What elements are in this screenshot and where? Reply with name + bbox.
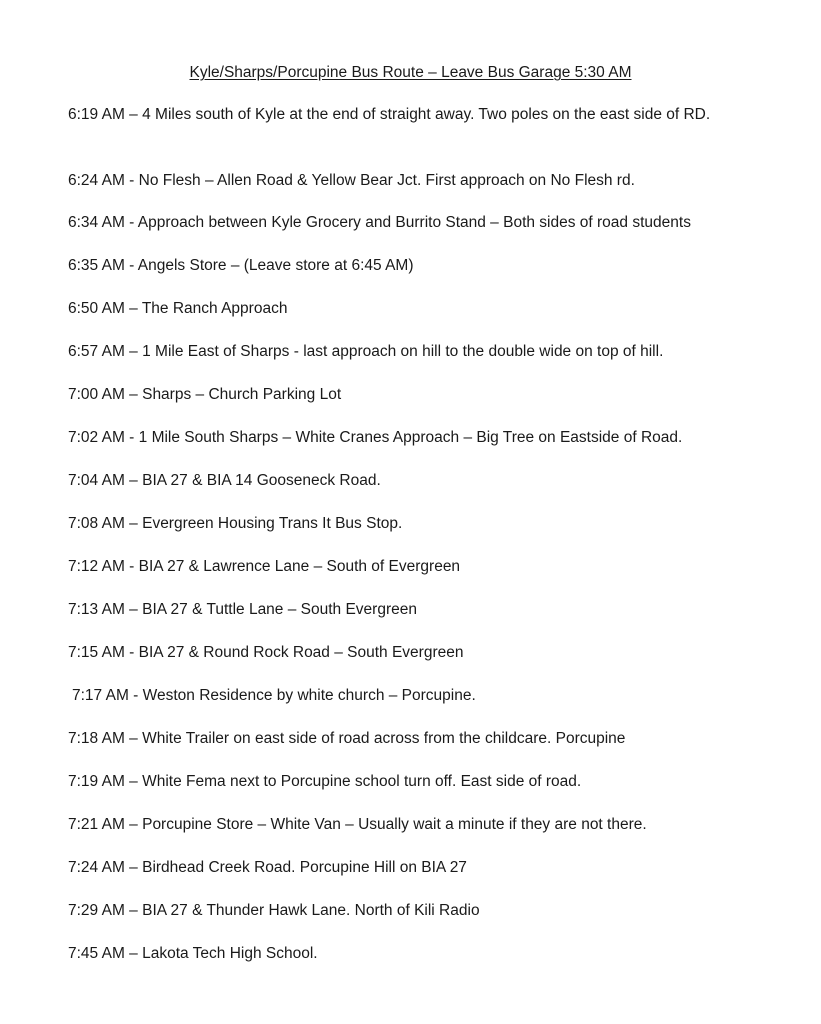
stop-item: 6:57 AM – 1 Mile East of Sharps - last approach on hill to the double wide on top of hill. [68, 343, 664, 360]
stop-item: 7:15 AM - BIA 27 & Round Rock Road – South Evergreen [68, 644, 464, 661]
stop-item: 7:24 AM – Birdhead Creek Road. Porcupine Hill on BIA 27 [68, 859, 467, 876]
stop-item: 6:50 AM – The Ranch Approach [68, 300, 288, 317]
stop-item: 7:19 AM – White Fema next to Porcupine school turn off. East side of road. [68, 773, 582, 790]
stop-item: 7:04 AM – BIA 27 & BIA 14 Gooseneck Road. [68, 472, 381, 489]
stop-item: 7:13 AM – BIA 27 & Tuttle Lane – South Evergreen [68, 601, 417, 618]
stop-item: 6:24 AM - No Flesh – Allen Road & Yellow Bear Jct. First approach on No Flesh rd. [68, 172, 635, 189]
stop-item: 7:08 AM – Evergreen Housing Trans It Bus Stop. [68, 515, 403, 532]
stop-item: 7:21 AM – Porcupine Store – White Van – Usually wait a minute if they are not there. [68, 816, 647, 833]
stop-item: 6:19 AM – 4 Miles south of Kyle at the end of straight away. Two poles on the east side of RD. [68, 106, 711, 123]
stop-item: 7:29 AM – BIA 27 & Thunder Hawk Lane. North of Kili Radio [68, 902, 480, 919]
stop-item: 7:18 AM – White Trailer on east side of road across from the childcare. Porcupine [68, 730, 626, 747]
stop-item: 7:45 AM – Lakota Tech High School. [68, 945, 318, 962]
route-title: Kyle/Sharps/Porcupine Bus Route – Leave Bus Garage 5:30 AM [189, 64, 632, 81]
stop-item: 6:34 AM - Approach between Kyle Grocery and Burrito Stand – Both sides of road students [68, 214, 691, 231]
stop-item: 7:02 AM - 1 Mile South Sharps – White Cranes Approach – Big Tree on Eastside of Road. [68, 429, 683, 446]
stop-item: 7:00 AM – Sharps – Church Parking Lot [68, 386, 342, 403]
stop-item: 7:12 AM - BIA 27 & Lawrence Lane – South of Evergreen [68, 558, 461, 575]
stop-item: 7:17 AM - Weston Residence by white church – Porcupine. [72, 687, 476, 704]
stop-item: 6:35 AM - Angels Store – (Leave store at 6:45 AM) [68, 257, 414, 274]
